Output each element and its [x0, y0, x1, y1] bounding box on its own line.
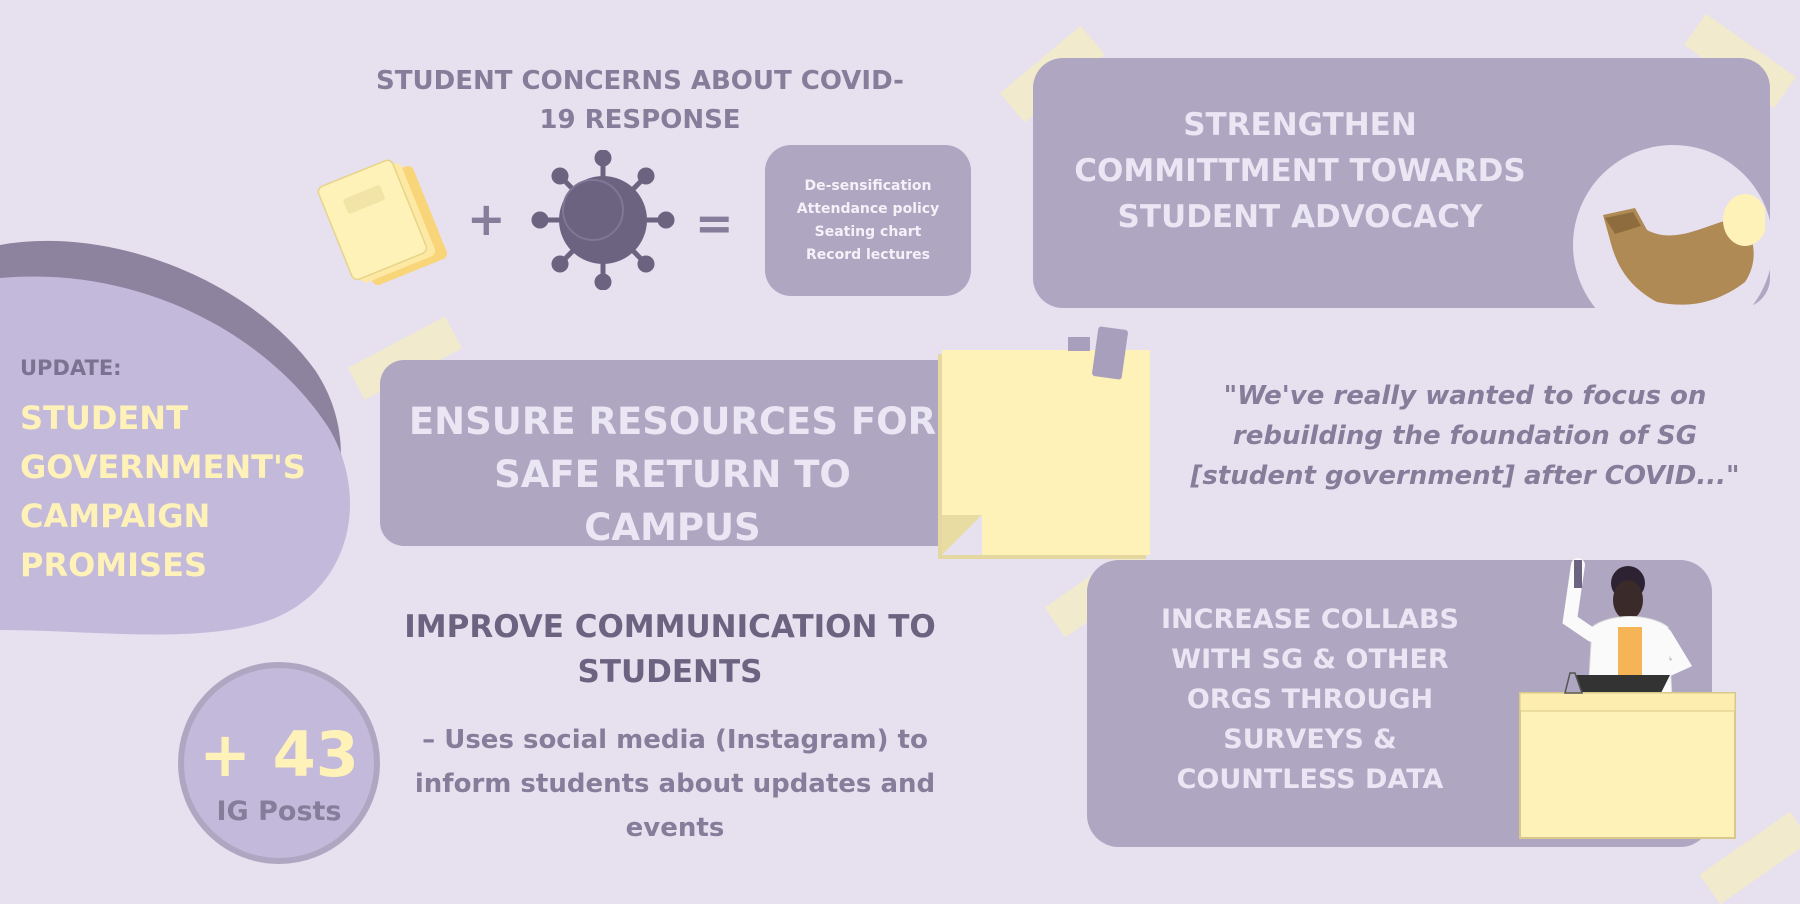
equals-symbol: = [695, 196, 734, 250]
sticky-note-fold [942, 515, 982, 555]
flexed-arm-icon [1595, 190, 1765, 315]
ig-posts-label: IG Posts [216, 796, 342, 827]
notebook-icon [305, 145, 455, 295]
campaign-promises-title [20, 394, 306, 590]
concerns-list-box [765, 145, 971, 296]
quote-text: "We've really wanted to focus on rebuilding the foundation of SG [student government] after COVID..." [1190, 381, 1740, 491]
ig-posts-stat-circle [178, 662, 380, 864]
communication-detail: – Uses social media (Instagram) to inform students about updates and events [414, 725, 936, 843]
sticky-note-icon [942, 350, 1150, 555]
concern-item: De-sensification [804, 177, 932, 194]
title-line: STUDENT [20, 399, 188, 437]
title-line: PROMISES [20, 546, 207, 584]
update-label: UPDATE: [20, 356, 122, 380]
concern-item: Attendance policy [796, 200, 940, 217]
communication-heading: IMPROVE COMMUNICATION TO STUDENTS [404, 609, 936, 690]
resources-heading: ENSURE RESOURCES FOR SAFE RETURN TO CAMPUS [408, 400, 937, 549]
plus-symbol: + [467, 192, 506, 246]
title-line: CAMPAIGN [20, 497, 211, 535]
concern-item: Seating chart [814, 223, 922, 240]
concerns-title: STUDENT CONCERNS ABOUT COVID-19 RESPONSE [376, 66, 904, 135]
ig-posts-count: + 43 [199, 718, 359, 791]
virus-icon [528, 150, 678, 290]
advocacy-heading: STRENGTHEN COMMITTMENT TOWARDS STUDENT ADVOCACY [1074, 107, 1526, 235]
title-line: GOVERNMENT'S [20, 448, 306, 486]
sticky-note-clip [1068, 337, 1090, 351]
scientist-icon [1510, 555, 1750, 840]
concern-item: Record lectures [806, 246, 930, 263]
collabs-heading: INCREASE COLLABS WITH SG & OTHER ORGS THROUGH SURVEYS & COUNTLESS DATA [1161, 604, 1459, 795]
